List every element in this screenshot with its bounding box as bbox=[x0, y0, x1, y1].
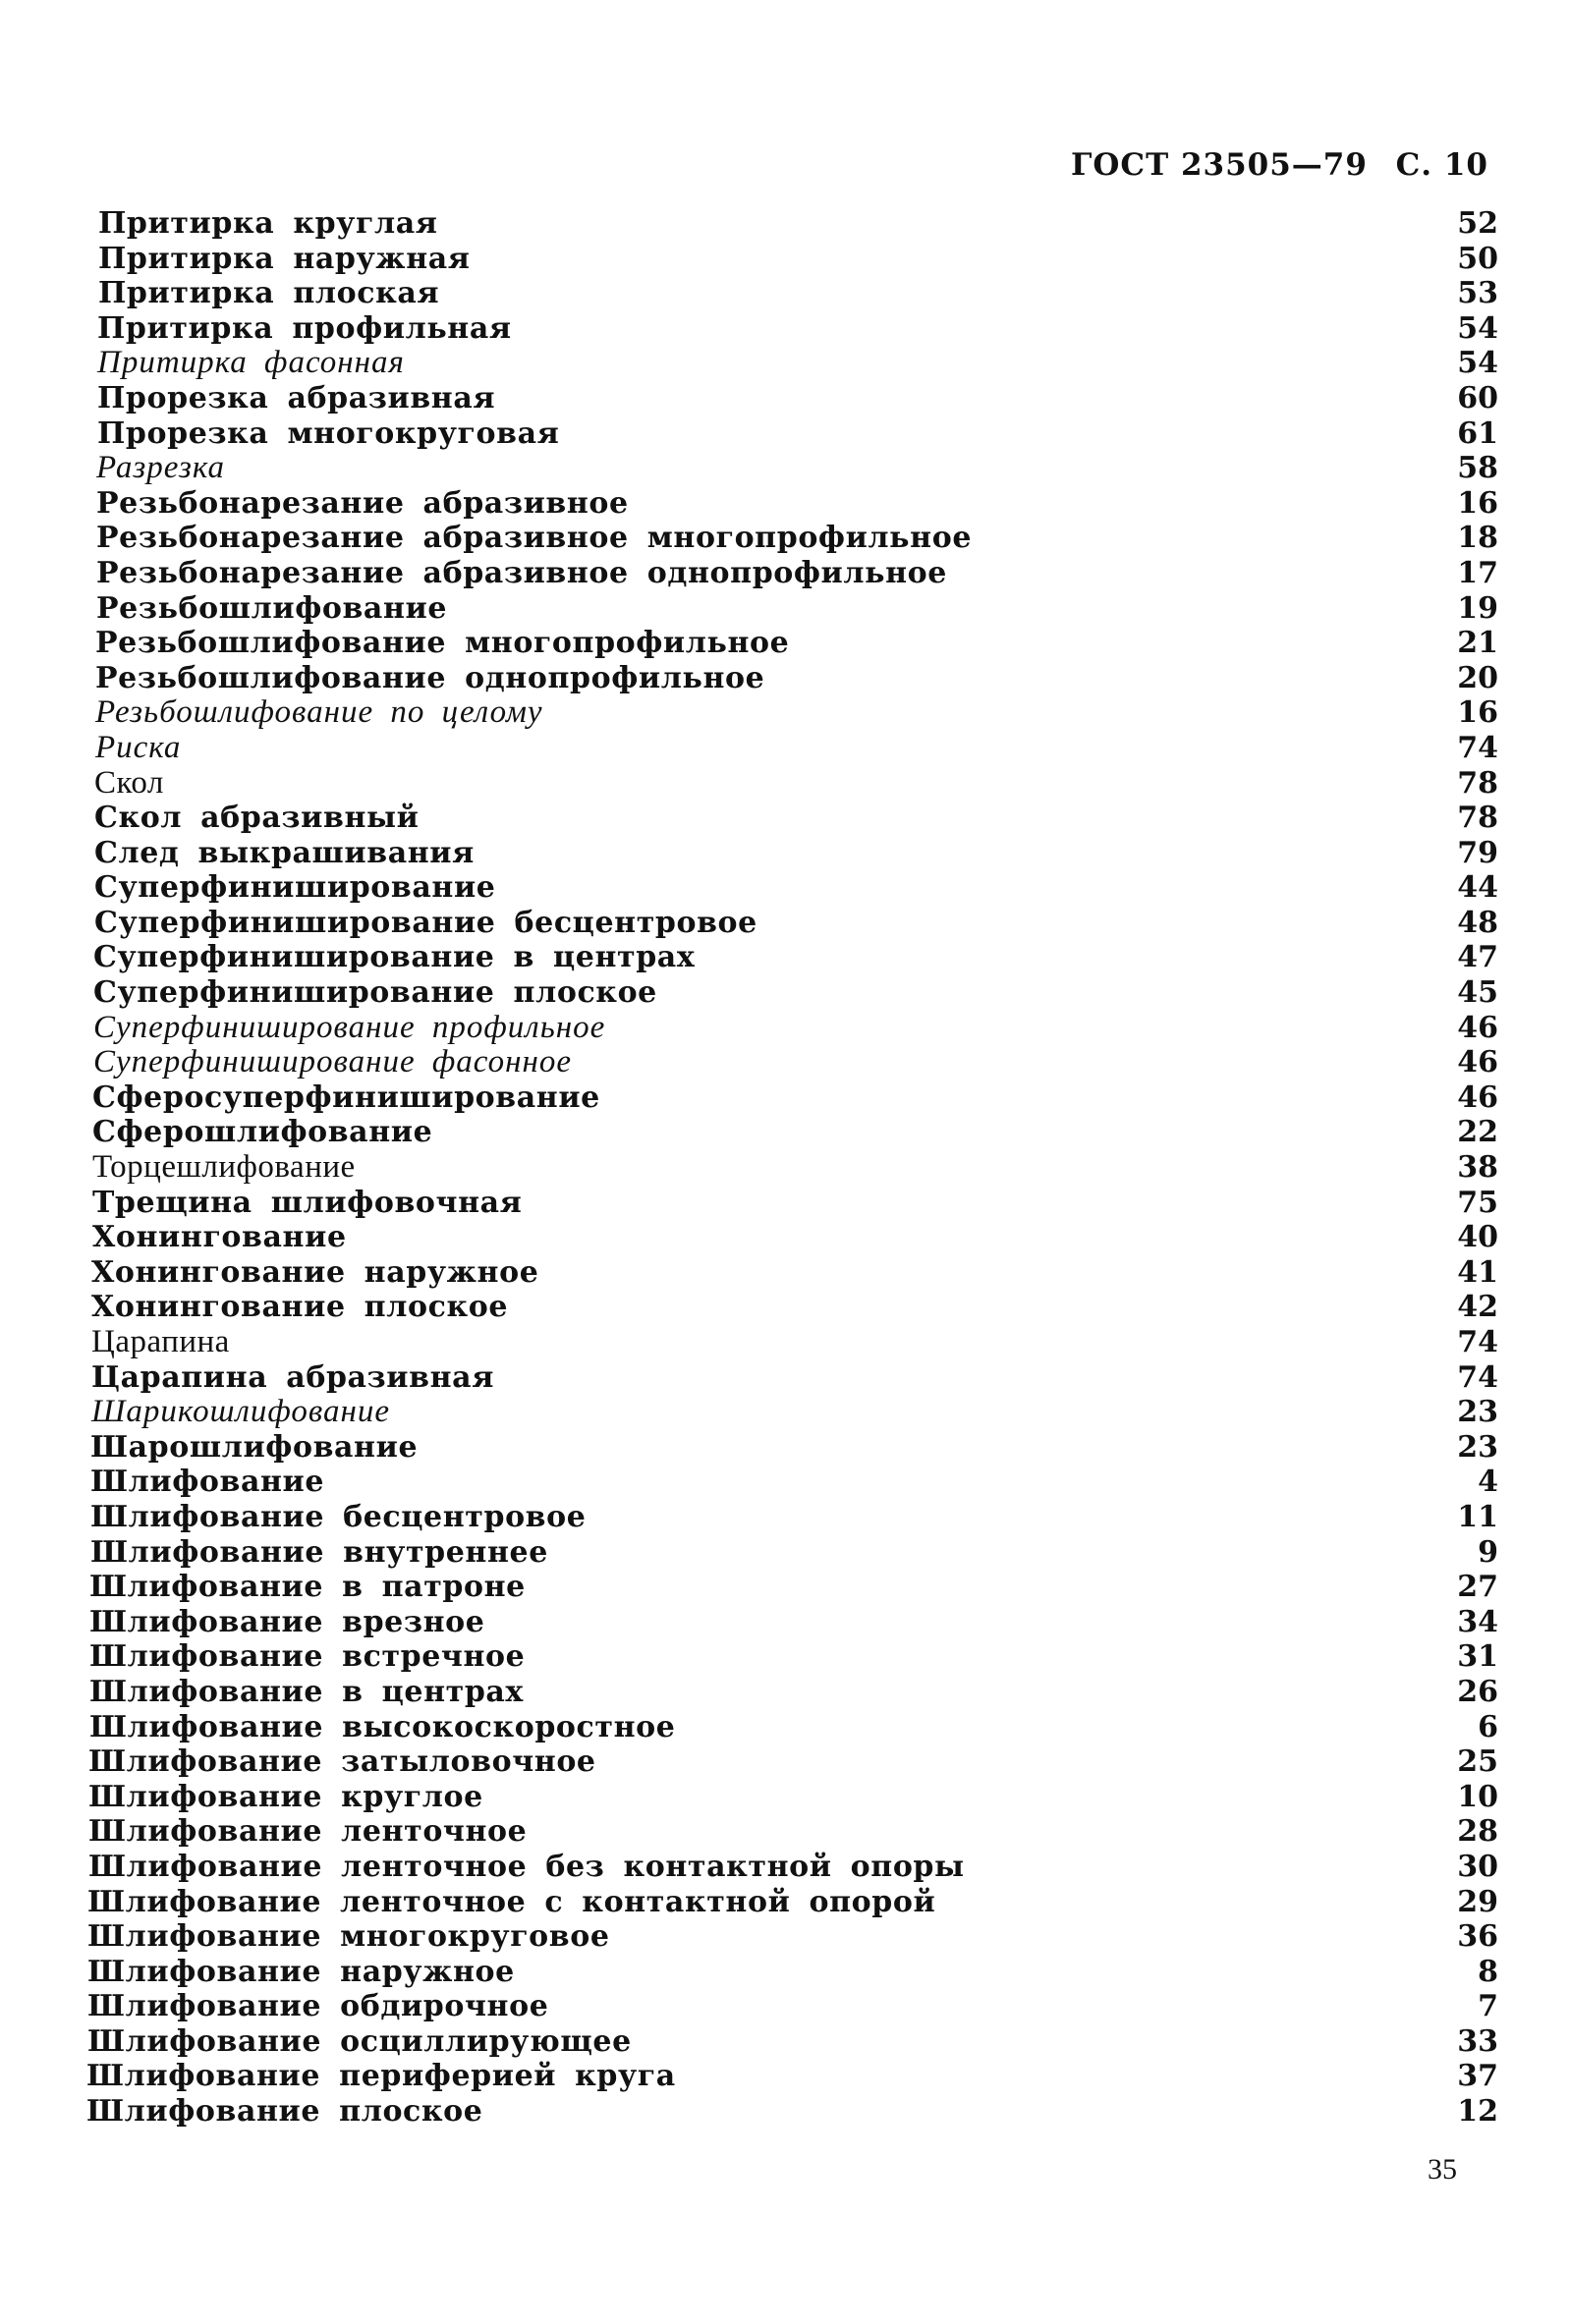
index-term: Суперфиниширование в центрах bbox=[93, 940, 696, 975]
index-term: Резьбонарезание абразивное однопрофильное bbox=[96, 555, 947, 590]
index-page-number: 37 bbox=[1457, 2059, 1498, 2094]
index-entry bbox=[91, 1325, 1498, 1360]
index-entry bbox=[86, 2059, 1498, 2094]
index-entry bbox=[91, 1290, 1498, 1325]
index-term: Хонингование плоское bbox=[91, 1290, 509, 1325]
index-term: Притирка фасонная bbox=[97, 345, 405, 381]
index-term: Шлифование осциллирующее bbox=[87, 2023, 632, 2059]
index-term: Хонингование bbox=[92, 1220, 347, 1255]
index-term: Шлифование врезное bbox=[89, 1604, 485, 1639]
index-term: Суперфиниширование бесцентровое bbox=[94, 905, 757, 940]
index-term: Притирка наружная bbox=[98, 241, 471, 276]
index-page-number: 74 bbox=[1457, 730, 1498, 765]
index-term: Суперфиниширование профильное bbox=[93, 1009, 606, 1045]
index-entry bbox=[95, 695, 1498, 731]
index-term: Шлифование периферией круга bbox=[86, 2059, 676, 2094]
index-term: Прорезка абразивная bbox=[97, 380, 496, 415]
index-term: Шлифование в патроне bbox=[89, 1570, 526, 1605]
index-term: Шлифование внутреннее bbox=[90, 1534, 548, 1570]
index-page-number: 74 bbox=[1457, 1325, 1498, 1359]
index-page-number: 48 bbox=[1457, 905, 1498, 940]
index-page-number: 22 bbox=[1457, 1115, 1498, 1150]
index-page-number: 45 bbox=[1457, 975, 1498, 1011]
index-page-number: 54 bbox=[1457, 346, 1498, 381]
index-page-number: 31 bbox=[1457, 1639, 1498, 1675]
index-term: Шлифование наружное bbox=[87, 1954, 515, 1989]
index-term: Притирка плоская bbox=[98, 276, 440, 311]
index-page-number: 60 bbox=[1457, 380, 1498, 415]
index-page-number: 6 bbox=[1478, 1709, 1498, 1744]
index-page-number: 16 bbox=[1457, 695, 1498, 731]
index-entry bbox=[92, 1150, 1498, 1186]
index-entry bbox=[94, 870, 1498, 906]
index-entry bbox=[88, 1744, 1498, 1780]
index-page-number: 9 bbox=[1478, 1534, 1498, 1570]
index-term: Шарикошлифование bbox=[91, 1394, 391, 1430]
header-page-label: С. 10 bbox=[1395, 147, 1488, 183]
index-term: Хонингование наружное bbox=[91, 1254, 539, 1290]
index-entry bbox=[88, 1814, 1498, 1850]
index-term: Шлифование круглое bbox=[88, 1779, 483, 1814]
index-entry bbox=[92, 1115, 1498, 1150]
index-entry bbox=[97, 346, 1498, 381]
index-page-number: 23 bbox=[1457, 1429, 1498, 1465]
index-term: След выкрашивания bbox=[94, 835, 475, 870]
index-entry bbox=[89, 1639, 1498, 1675]
index-page-number: 40 bbox=[1457, 1220, 1498, 1255]
index-page-number: 8 bbox=[1478, 1954, 1498, 1989]
index-page-number: 19 bbox=[1457, 590, 1498, 626]
index-page-number: 12 bbox=[1457, 2094, 1498, 2130]
index-entry bbox=[87, 2024, 1498, 2060]
index-term: Царапина абразивная bbox=[91, 1359, 494, 1395]
index-entry bbox=[89, 1605, 1498, 1640]
index-page-number: 21 bbox=[1457, 626, 1498, 661]
index-entry bbox=[98, 276, 1498, 311]
index-term: Прорезка многокруговая bbox=[97, 415, 560, 451]
index-page-number: 11 bbox=[1457, 1499, 1498, 1534]
index-term: Шлифование затыловочное bbox=[88, 1744, 596, 1780]
index-page-number: 36 bbox=[1457, 1919, 1498, 1955]
index-page-number: 10 bbox=[1457, 1779, 1498, 1814]
index-page-number: 7 bbox=[1478, 1989, 1498, 2024]
index-entry bbox=[90, 1465, 1498, 1500]
index-entry bbox=[87, 1919, 1498, 1955]
index-page-number: 23 bbox=[1457, 1395, 1498, 1430]
index-term: Шлифование обдирочное bbox=[87, 1989, 549, 2024]
index-page-number: 58 bbox=[1457, 451, 1498, 486]
index-entry bbox=[91, 1255, 1498, 1291]
index-entry bbox=[94, 801, 1498, 836]
index-page-number: 27 bbox=[1457, 1570, 1498, 1605]
index-entry bbox=[89, 1675, 1498, 1710]
index-page-number: 41 bbox=[1457, 1254, 1498, 1290]
index-page-number: 46 bbox=[1457, 1010, 1498, 1045]
index-entry bbox=[98, 206, 1498, 242]
index-page-number: 30 bbox=[1457, 1849, 1498, 1884]
index-entry bbox=[87, 1885, 1498, 1920]
index-entry bbox=[87, 1989, 1498, 2024]
index-entry bbox=[97, 381, 1498, 416]
index-term: Резьбошлифование многопрофильное bbox=[95, 626, 790, 661]
index-page-number: 78 bbox=[1457, 765, 1498, 801]
index-page-number: 46 bbox=[1457, 1079, 1498, 1115]
index-entry bbox=[94, 836, 1498, 871]
index-page-number: 33 bbox=[1457, 2023, 1498, 2059]
index-term: Шлифование бесцентровое bbox=[90, 1499, 587, 1534]
index-entry bbox=[88, 1850, 1498, 1885]
term-index-list bbox=[86, 206, 1498, 2130]
index-term: Резьбонарезание абразивное многопрофильное bbox=[96, 521, 972, 556]
index-entry bbox=[91, 1360, 1498, 1396]
index-term: Сферошлифование bbox=[92, 1115, 433, 1150]
index-term: Резьбошлифование однопрофильное bbox=[95, 660, 765, 695]
index-term: Шлифование плоское bbox=[86, 2094, 483, 2130]
index-entry bbox=[86, 2094, 1498, 2130]
index-term: Притирка круглая bbox=[98, 206, 438, 241]
index-term: Шлифование ленточное с контактной опорой bbox=[87, 1884, 936, 1919]
index-term: Резьбошлифование bbox=[96, 590, 448, 626]
index-term: Шлифование встречное bbox=[89, 1639, 526, 1675]
index-page-number: 42 bbox=[1457, 1290, 1498, 1325]
index-entry bbox=[90, 1430, 1498, 1466]
index-page-number: 78 bbox=[1457, 801, 1498, 836]
standard-designation: ГОСТ 23505—79 bbox=[1071, 147, 1368, 183]
index-entry bbox=[96, 521, 1498, 556]
index-page-number: 75 bbox=[1457, 1185, 1498, 1220]
index-page-number: 74 bbox=[1457, 1359, 1498, 1395]
index-page-number: 54 bbox=[1457, 310, 1498, 346]
index-term: Резьбонарезание абразивное bbox=[96, 485, 629, 521]
index-page-number: 29 bbox=[1457, 1884, 1498, 1919]
index-page-number: 18 bbox=[1457, 521, 1498, 556]
index-page-number: 34 bbox=[1457, 1604, 1498, 1639]
index-term: Сферосуперфиниширование bbox=[92, 1079, 600, 1115]
index-page-number: 16 bbox=[1457, 485, 1498, 521]
index-term: Риска bbox=[95, 729, 182, 765]
index-term: Шлифование в центрах bbox=[89, 1674, 524, 1709]
index-term: Торцешлифование bbox=[92, 1149, 356, 1186]
index-entry bbox=[93, 1045, 1498, 1080]
index-page-number: 25 bbox=[1457, 1744, 1498, 1780]
index-term: Суперфиниширование фасонное bbox=[93, 1044, 573, 1080]
index-page-number: 38 bbox=[1457, 1150, 1498, 1186]
index-entry bbox=[88, 1780, 1498, 1815]
index-term: Разрезка bbox=[96, 450, 225, 486]
footer-page-number: 35 bbox=[1428, 2153, 1457, 2186]
index-entry bbox=[90, 1500, 1498, 1535]
index-page-number: 17 bbox=[1457, 555, 1498, 590]
index-term: Суперфиниширование плоское bbox=[93, 975, 657, 1011]
index-page-number: 61 bbox=[1457, 415, 1498, 451]
index-term: Резьбошлифование по целому bbox=[95, 694, 543, 731]
index-entry bbox=[98, 242, 1498, 277]
index-term: Шлифование ленточное без контактной опоры bbox=[88, 1849, 965, 1884]
index-term: Шлифование bbox=[90, 1465, 325, 1500]
index-page-number: 20 bbox=[1457, 660, 1498, 695]
index-entry bbox=[93, 940, 1498, 975]
index-term: Шарошлифование bbox=[90, 1429, 419, 1465]
index-term: Шлифование многокруговое bbox=[87, 1919, 610, 1955]
index-page-number: 4 bbox=[1478, 1465, 1498, 1500]
index-page-number: 53 bbox=[1457, 276, 1498, 311]
index-entry bbox=[97, 311, 1498, 347]
index-term: Царапина bbox=[91, 1324, 230, 1359]
index-term: Скол bbox=[94, 764, 164, 801]
index-entry bbox=[89, 1570, 1498, 1605]
index-page-number: 26 bbox=[1457, 1674, 1498, 1709]
index-term: Трещина шлифовочная bbox=[92, 1185, 523, 1220]
index-page-number: 46 bbox=[1457, 1045, 1498, 1080]
index-entry bbox=[87, 1955, 1498, 1990]
index-page-number: 44 bbox=[1457, 870, 1498, 906]
index-entry bbox=[95, 731, 1498, 766]
index-entry bbox=[96, 486, 1498, 522]
index-entry bbox=[92, 1080, 1498, 1116]
index-entry bbox=[96, 556, 1498, 591]
index-entry bbox=[95, 626, 1498, 661]
index-entry bbox=[90, 1535, 1498, 1571]
index-term: Шлифование ленточное bbox=[88, 1814, 528, 1850]
index-entry bbox=[92, 1186, 1498, 1221]
index-entry bbox=[97, 416, 1498, 452]
index-term: Шлифование высокоскоростное bbox=[89, 1709, 676, 1744]
index-entry bbox=[92, 1220, 1498, 1255]
index-entry bbox=[93, 975, 1498, 1011]
index-entry bbox=[96, 451, 1498, 486]
index-page-number: 50 bbox=[1457, 241, 1498, 276]
index-entry bbox=[94, 906, 1498, 941]
index-term: Скол абразивный bbox=[94, 801, 420, 836]
index-page-number: 79 bbox=[1457, 835, 1498, 870]
index-page-number: 52 bbox=[1457, 206, 1498, 241]
index-term: Суперфиниширование bbox=[94, 870, 496, 906]
index-entry bbox=[93, 1011, 1498, 1046]
index-entry bbox=[95, 661, 1498, 696]
index-entry bbox=[91, 1395, 1498, 1430]
index-entry bbox=[94, 766, 1498, 802]
index-page-number: 47 bbox=[1457, 940, 1498, 975]
index-page-number: 28 bbox=[1457, 1814, 1498, 1850]
index-entry bbox=[96, 591, 1498, 627]
index-entry bbox=[89, 1710, 1498, 1745]
index-term: Притирка профильная bbox=[97, 310, 512, 346]
